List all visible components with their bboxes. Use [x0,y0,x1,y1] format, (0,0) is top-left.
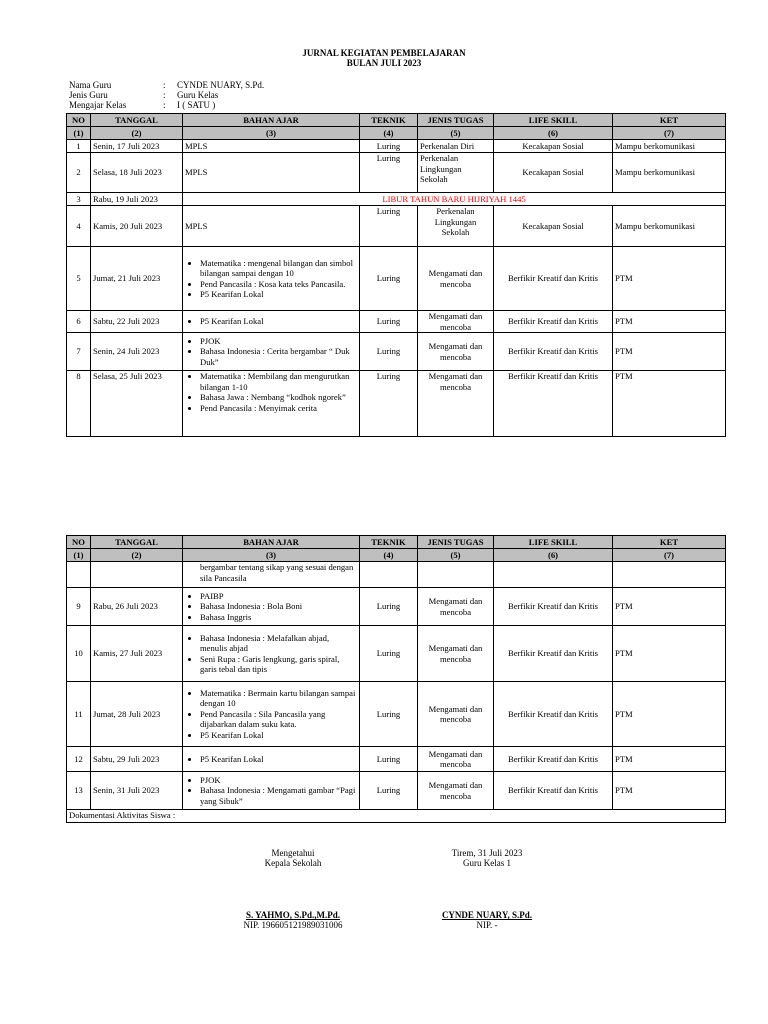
list-item: • Bahasa Indonesia : Bola Boni [200,601,357,612]
cell-teknik: Luring [360,588,418,626]
cell-skill [494,562,613,588]
header-life-skill: LIFE SKILL [494,114,613,127]
cell-tugas: Mengamati dan mencoba [418,682,494,747]
bahan-list [185,754,357,765]
list-item: • Matematika : mengenal bilangan dan simbol bilangan sampai dengan 10 [200,258,357,279]
list-item: • Bahasa Jawa : Nembang “kodhok ngorek” [200,392,357,403]
col-number: (1) [67,127,91,140]
header-jenis-tugas: JENIS TUGAS [418,536,494,549]
col-number: (4) [360,127,418,140]
documentation-label: Dokumentasi Aktivitas Siswa : [67,810,726,823]
bahan-list [185,316,357,327]
list-item: • Matematika : Membilang dan mengurutkan bilangan 1-10 [200,371,357,392]
col-number: (2) [91,549,183,562]
cell-ket: Mampu berkomunikasi [613,206,726,247]
cell-skill: Kecakapan Sosial [494,153,613,193]
header-teknik: TEKNIK [360,114,418,127]
col-number: (4) [360,549,418,562]
cell-tanggal: Sabtu, 29 Juli 2023 [91,747,183,772]
header-no: NO [67,536,91,549]
cell-tugas: Mengamati dan mencoba [418,247,494,311]
cell-tanggal: Rabu, 26 Juli 2023 [91,588,183,626]
cell-tanggal: Jumat, 28 Juli 2023 [91,682,183,747]
info-label: Mengajar Kelas [69,100,127,110]
list-item: • PJOK [200,775,357,786]
cell-ket: PTM [613,333,726,371]
cell-tanggal: Selasa, 25 Juli 2023 [91,371,183,437]
list-item: • P5 Kearifan Lokal [200,730,357,741]
cell-tanggal: Senin, 24 Juli 2023 [91,333,183,371]
table-row [67,371,726,437]
column-number-row [67,549,726,562]
table-row [67,772,726,810]
cell-tugas: Mengamati dan mencoba [418,588,494,626]
cell-no: 13 [67,772,91,810]
cell-bahan [183,588,360,626]
cell-tugas: Mengamati dan mencoba [418,371,494,437]
cell-ket: PTM [613,626,726,682]
cell-bahan [183,626,360,682]
cell-teknik: Luring [360,333,418,371]
info-row [69,90,264,100]
cell-tanggal: Kamis, 20 Juli 2023 [91,206,183,247]
header-bahan-ajar: BAHAN AJAR [183,114,360,127]
cell-ket: PTM [613,747,726,772]
cell-teknik: Luring [360,772,418,810]
cell-tanggal [91,562,183,588]
cell-bahan [183,333,360,371]
continuation-text: bergambar tentang sikap yang sesuai dengan sila Pancasila [183,562,360,588]
col-number: (5) [418,549,494,562]
list-item: • Bahasa Indonesia : Cerita bergambar “ Duk Duk” [200,346,357,367]
cell-ket: Mampu berkomunikasi [613,140,726,153]
cell-no: 12 [67,747,91,772]
list-item: • Pend Pancasila : Menyimak cerita [200,403,357,414]
cell-ket: Mampu berkomunikasi [613,153,726,193]
table-row [67,682,726,747]
cell-tanggal: Jumat, 21 Juli 2023 [91,247,183,311]
sig-nip: NIP. 196605121989031006 [243,920,343,930]
sig-name: S. YAHMO, S.Pd.,M.Pd. [245,910,341,920]
cell-bahan: MPLS [183,140,360,153]
list-item: • Pend Pancasila : Sila Pancasila yang dijabarkan dalam suku kata. [200,709,357,730]
header-ket: KET [613,114,726,127]
bahan-list [185,371,357,413]
cell-skill: Berfikir Kreatif dan Kritis [494,311,613,333]
header-tanggal: TANGGAL [91,536,183,549]
table-row [67,747,726,772]
cell-ket: PTM [613,247,726,311]
list-item: • PJOK [200,336,357,347]
info-value: I ( SATU ) [177,100,216,110]
table-row [67,153,726,193]
cell-tanggal: Selasa, 18 Juli 2023 [91,153,183,193]
sig-nip: NIP. - [476,920,498,930]
cell-ket: PTM [613,588,726,626]
cell-tugas: Perkenalan Lingkungan Sekolah [418,206,494,247]
table-row [67,247,726,311]
teacher-info [69,80,264,110]
journal-table-2 [66,535,726,823]
col-number: (6) [494,127,613,140]
list-item: • P5 Kearifan Lokal [200,754,357,765]
info-colon: : [163,80,166,90]
list-item: • PAIBP [200,591,357,602]
bahan-list [185,688,357,741]
header-ket: KET [613,536,726,549]
cell-no: 5 [67,247,91,311]
header-row [67,536,726,549]
cell-no [67,562,91,588]
cell-bahan: MPLS [183,206,360,247]
table-row [67,588,726,626]
sig-line: Tirem, 31 Juli 2023 [451,848,523,858]
cell-tugas: Mengamati dan mencoba [418,333,494,371]
bahan-list [185,258,357,300]
cell-skill: Berfikir Kreatif dan Kritis [494,588,613,626]
cell-tanggal: Kamis, 27 Juli 2023 [91,626,183,682]
cell-tugas: Perkenalan Lingkungan Sekolah [418,153,494,193]
cell-teknik: Luring [360,206,418,247]
cell-skill: Berfikir Kreatif dan Kritis [494,247,613,311]
bahan-list [185,591,357,623]
cell-no: 8 [67,371,91,437]
cell-no: 10 [67,626,91,682]
cell-teknik: Luring [360,153,418,193]
list-item: • Bahasa Indonesia : Mengamati gambar “Pagi yang Sibuk” [200,785,357,806]
cell-ket: PTM [613,682,726,747]
info-colon: : [163,90,166,100]
cell-tugas: Mengamati dan mencoba [418,772,494,810]
cell-tugas: Perkenalan Diri [418,140,494,153]
table-row [67,193,726,206]
sig-line: Kepala Sekolah [264,858,322,868]
cell-ket: PTM [613,371,726,437]
info-label: Jenis Guru [69,90,108,100]
cell-bahan [183,247,360,311]
col-number: (6) [494,549,613,562]
info-colon: : [163,100,166,110]
header-life-skill: LIFE SKILL [494,536,613,549]
cell-no: 4 [67,206,91,247]
cell-no: 3 [67,193,91,206]
cell-tanggal: Senin, 31 Juli 2023 [91,772,183,810]
cell-teknik: Luring [360,311,418,333]
header-teknik: TEKNIK [360,536,418,549]
cell-skill: Berfikir Kreatif dan Kritis [494,333,613,371]
header-no: NO [67,114,91,127]
cell-tugas: Mengamati dan mencoba [418,311,494,333]
signature-left [218,848,368,930]
signature-right [412,848,562,930]
sig-name: CYNDE NUARY, S.Pd. [441,910,533,920]
table-row [67,333,726,371]
journal-table-1 [66,113,726,437]
cell-teknik: Luring [360,140,418,153]
cell-no: 1 [67,140,91,153]
col-number: (7) [613,549,726,562]
bahan-list [185,775,357,807]
cell-skill: Berfikir Kreatif dan Kritis [494,772,613,810]
cell-no: 7 [67,333,91,371]
col-number: (7) [613,127,726,140]
info-row [69,80,264,90]
cell-bahan [183,371,360,437]
header-row [67,114,726,127]
col-number: (1) [67,549,91,562]
info-value: Guru Kelas [177,90,219,100]
cell-skill: Kecakapan Sosial [494,206,613,247]
document-title: JURNAL KEGIATAN PEMBELAJARAN [302,48,466,58]
cell-bahan [183,682,360,747]
cell-ket [613,562,726,588]
cell-skill: Berfikir Kreatif dan Kritis [494,682,613,747]
header-tanggal: TANGGAL [91,114,183,127]
cell-teknik: Luring [360,682,418,747]
table-row [67,810,726,823]
col-number: (5) [418,127,494,140]
table-row [67,206,726,247]
cell-skill: Kecakapan Sosial [494,140,613,153]
cell-teknik: Luring [360,371,418,437]
cell-bahan [183,311,360,333]
col-number: (3) [183,549,360,562]
cell-ket: PTM [613,311,726,333]
column-number-row [67,127,726,140]
cell-no: 6 [67,311,91,333]
cell-tanggal: Rabu, 19 Juli 2023 [91,193,183,206]
list-item: • Pend Pancasila : Kosa kata teks Pancasila. [200,279,357,290]
header-jenis-tugas: JENIS TUGAS [418,114,494,127]
col-number: (3) [183,127,360,140]
info-label: Nama Guru [69,80,112,90]
list-item: • Bahasa Indonesia : Melafalkan abjad, menulis abjad [200,633,357,654]
cell-teknik: Luring [360,747,418,772]
document-subtitle: BULAN JULI 2023 [346,58,422,68]
cell-no: 2 [67,153,91,193]
cell-teknik [360,562,418,588]
cell-skill: Berfikir Kreatif dan Kritis [494,626,613,682]
cell-bahan: MPLS [183,153,360,193]
list-item: • Bahasa Inggris [200,612,357,623]
cell-tugas: Mengamati dan mencoba [418,626,494,682]
cell-bahan [183,747,360,772]
cell-tanggal: Sabtu, 22 Juli 2023 [91,311,183,333]
cell-tugas: Mengamati dan mencoba [418,747,494,772]
cell-bahan [183,772,360,810]
table-row [67,311,726,333]
info-row [69,100,264,110]
header-bahan-ajar: BAHAN AJAR [183,536,360,549]
list-item: • Seni Rupa : Garis lengkung, garis spiral, garis tebal dan tipis [200,654,357,675]
holiday-label: LIBUR TAHUN BARU HIJRIYAH 1445 [183,193,726,206]
cell-no: 11 [67,682,91,747]
cell-skill: Berfikir Kreatif dan Kritis [494,371,613,437]
bahan-list [185,633,357,675]
info-value: CYNDE NUARY, S.Pd. [177,80,265,90]
sig-line: Mengetahui [271,848,315,858]
list-item: • P5 Kearifan Lokal [200,316,357,327]
cell-tanggal: Senin, 17 Juli 2023 [91,140,183,153]
list-item: • P5 Kearifan Lokal [200,289,357,300]
list-item: • Matematika : Bermain kartu bilangan sampai dengan 10 [200,688,357,709]
cell-skill: Berfikir Kreatif dan Kritis [494,747,613,772]
cell-no: 9 [67,588,91,626]
bahan-list [185,336,357,368]
cell-teknik: Luring [360,247,418,311]
cell-tugas [418,562,494,588]
cell-teknik: Luring [360,626,418,682]
table-row [67,562,726,588]
sig-line: Guru Kelas 1 [463,858,511,868]
col-number: (2) [91,127,183,140]
table-row [67,140,726,153]
table-row [67,626,726,682]
cell-ket: PTM [613,772,726,810]
